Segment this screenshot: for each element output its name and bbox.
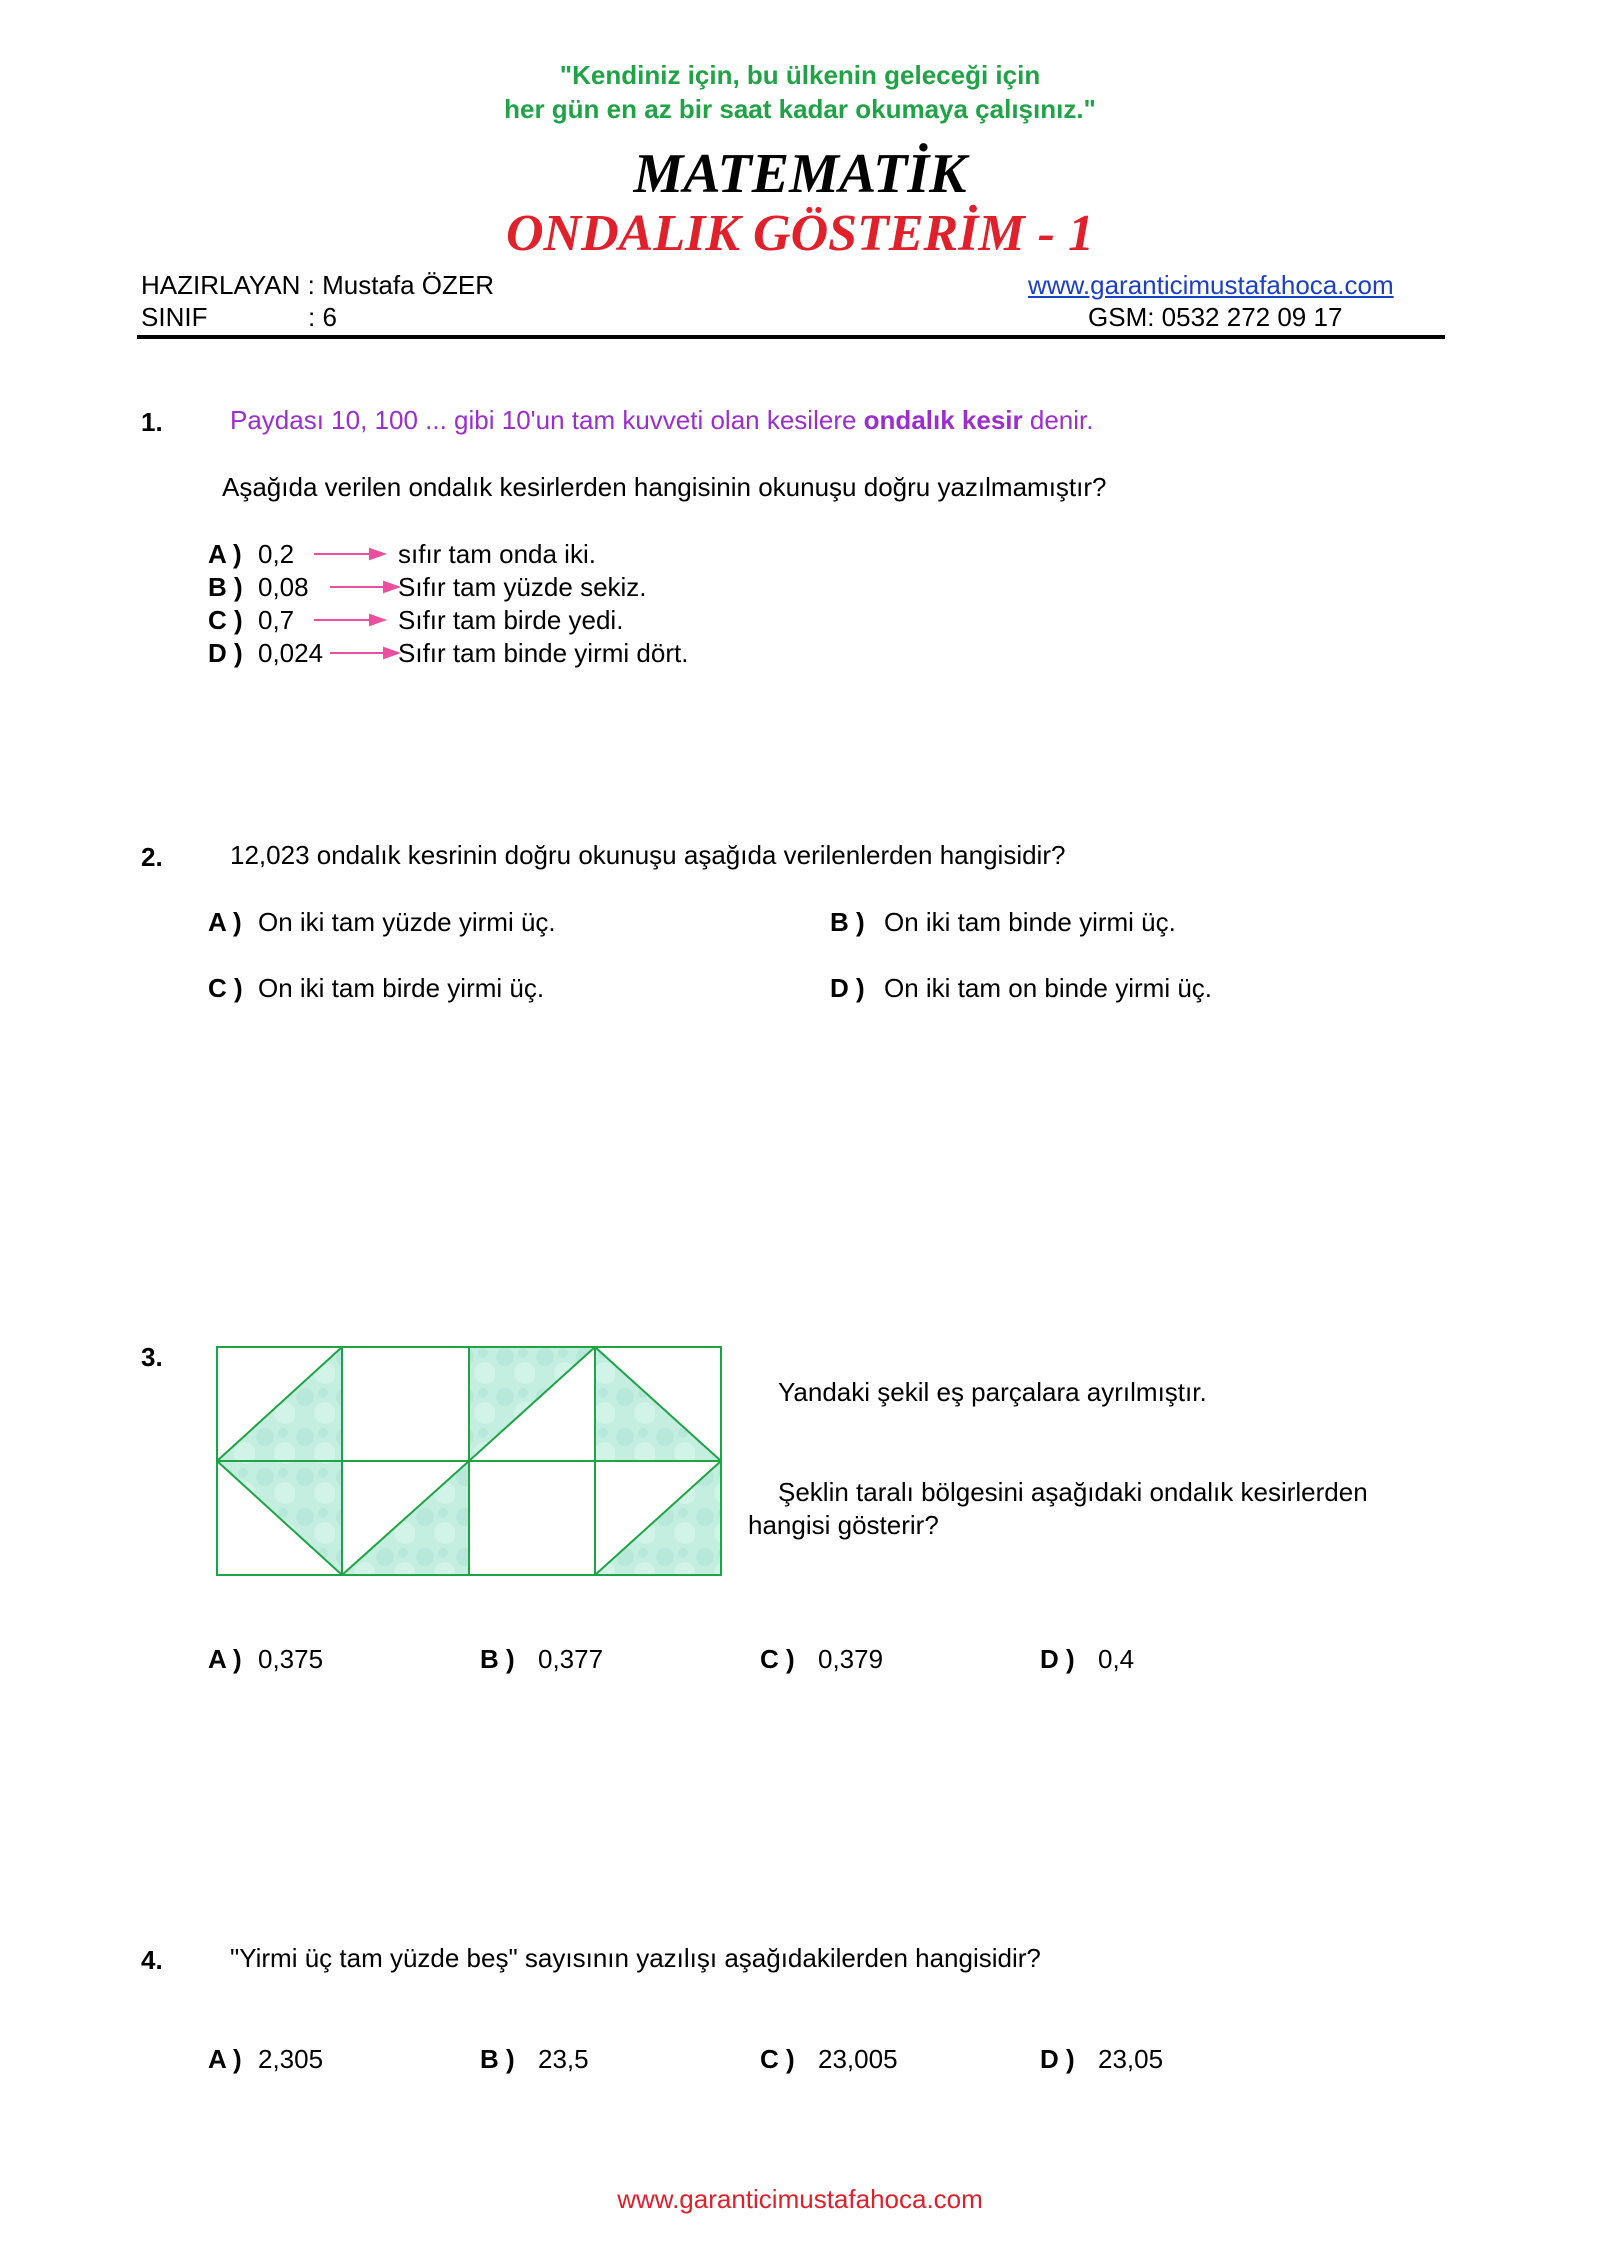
q1-option-a-label[interactable]: A ) [208, 539, 242, 569]
question-3-text-2a: Şeklin taralı bölgesini aşağıdaki ondalık kesirlerden [778, 1477, 1368, 1507]
question-1-number: 1. [141, 407, 163, 437]
q4-option-b-text: 23,5 [538, 2044, 589, 2074]
author-label: HAZIRLAYAN : Mustafa ÖZER [141, 270, 495, 300]
q4-option-b-label[interactable]: B ) [480, 2044, 515, 2074]
q1-option-b-value: 0,08 [258, 572, 309, 602]
class-label: SINIF [141, 302, 208, 332]
q3-option-c-label[interactable]: C ) [760, 1644, 795, 1674]
q2-option-d-label[interactable]: D ) [830, 973, 865, 1003]
q2-option-d-text: On iki tam on binde yirmi üç. [884, 973, 1213, 1003]
gsm-number: GSM: 0532 272 09 17 [1088, 302, 1343, 332]
q2-option-a-label[interactable]: A ) [208, 907, 242, 937]
page-subtitle: ONDALIK GÖSTERİM - 1 [506, 205, 1094, 262]
header-divider [137, 335, 1445, 339]
q1-option-a-value: 0,2 [258, 539, 295, 569]
q4-option-d-text: 23,05 [1098, 2044, 1164, 2074]
q3-option-b-label[interactable]: B ) [480, 1644, 515, 1674]
q1-option-b-reading: Sıfır tam yüzde sekiz. [398, 572, 647, 602]
q4-option-a-text: 2,305 [258, 2044, 324, 2074]
q3-option-a-label[interactable]: A ) [208, 1644, 242, 1674]
question-3-number: 3. [141, 1342, 163, 1372]
page-title: MATEMATİK [633, 143, 967, 205]
q1-option-c-value: 0,7 [258, 605, 295, 635]
q2-option-c-text: On iki tam birde yirmi üç. [258, 973, 545, 1003]
q1-option-d-reading: Sıfır tam binde yirmi dört. [398, 638, 689, 668]
question-3-text-1: Yandaki şekil eş parçalara ayrılmıştır. [778, 1377, 1207, 1407]
q4-option-d-label[interactable]: D ) [1040, 2044, 1075, 2074]
q3-option-d-text: 0,4 [1098, 1644, 1135, 1674]
quote-line-1: "Kendiniz için, bu ülkenin geleceği için [559, 60, 1041, 90]
question-1-text: Aşağıda verilen ondalık kesirlerden hangisinin okunuşu doğru yazılmamıştır? [222, 472, 1107, 502]
question-1-info: Paydası 10, 100 ... gibi 10'un tam kuvveti olan kesilere ondalık kesir denir. [230, 405, 1094, 435]
info-bold-term: ondalık kesir [863, 405, 1023, 435]
q4-option-c-label[interactable]: C ) [760, 2044, 795, 2074]
q1-option-d-value: 0,024 [258, 638, 324, 668]
question-4-text: "Yirmi üç tam yüzde beş" sayısının yazılışı aşağıdakilerden hangisidir? [230, 1943, 1041, 1973]
quote-line-2: her gün en az bir saat kadar okumaya çalışınız." [504, 94, 1096, 124]
question-4-number: 4. [141, 1945, 163, 1975]
website-link[interactable]: www.garanticimustafahoca.com [1028, 270, 1394, 300]
reading-arrows-icon [300, 540, 410, 680]
question-2-number: 2. [141, 842, 163, 872]
q2-option-b-label[interactable]: B ) [830, 907, 865, 937]
q1-option-a-reading: sıfır tam onda iki. [398, 539, 596, 569]
q1-option-c-reading: Sıfır tam birde yedi. [398, 605, 624, 635]
q4-option-c-text: 23,005 [818, 2044, 898, 2074]
q3-option-a-text: 0,375 [258, 1644, 324, 1674]
q1-option-d-label[interactable]: D ) [208, 638, 243, 668]
q1-option-c-label[interactable]: C ) [208, 605, 243, 635]
shaded-shape-figure [215, 1345, 723, 1577]
q1-option-b-label[interactable]: B ) [208, 572, 243, 602]
q3-option-b-text: 0,377 [538, 1644, 604, 1674]
class-value: : 6 [308, 302, 337, 332]
q3-option-d-label[interactable]: D ) [1040, 1644, 1075, 1674]
q3-option-c-text: 0,379 [818, 1644, 884, 1674]
q2-option-b-text: On iki tam binde yirmi üç. [884, 907, 1176, 937]
question-3-text-2b: hangisi gösterir? [748, 1510, 939, 1540]
footer-website[interactable]: www.garanticimustafahoca.com [617, 2184, 983, 2214]
q2-option-a-text: On iki tam yüzde yirmi üç. [258, 907, 556, 937]
q2-option-c-label[interactable]: C ) [208, 973, 243, 1003]
q4-option-a-label[interactable]: A ) [208, 2044, 242, 2074]
question-2-text: 12,023 ondalık kesrinin doğru okunuşu aşağıda verilenlerden hangisidir? [230, 840, 1066, 870]
